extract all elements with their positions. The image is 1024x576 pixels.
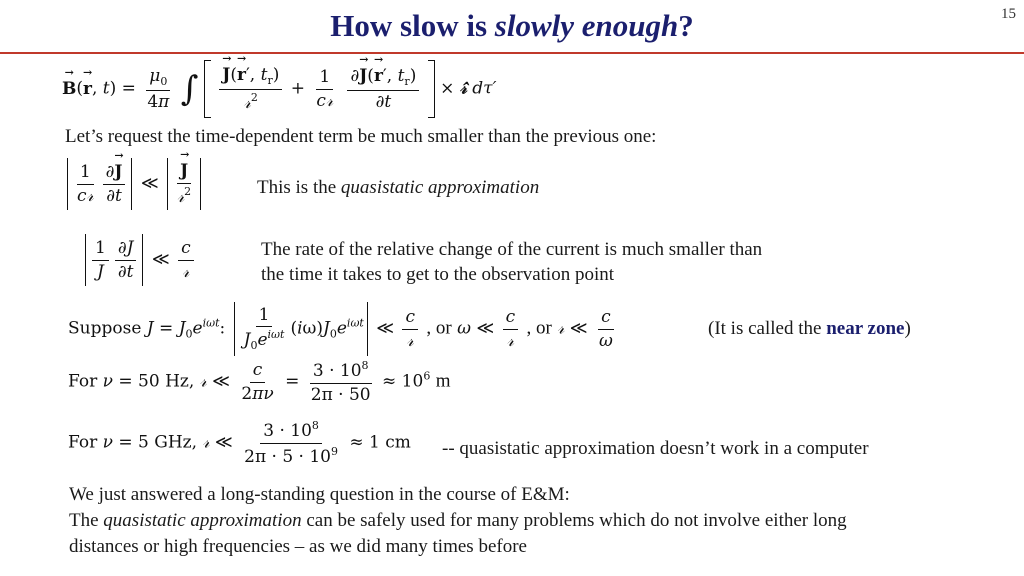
result-exponent: 6: [423, 369, 431, 383]
exponent-9: 9: [331, 444, 338, 458]
inequality-scalar: $\frac{1}{J}$ $\frac{\partial J}{\partial t}$ ≪ $\frac{c}{\text{𝓇}}$: [82, 234, 197, 286]
near-suffix: ): [904, 318, 911, 339]
conclusion-line3: distances or high frequencies – as we did many times before: [69, 536, 527, 557]
inequality-vector: $\frac{1}{\text{c𝓇}}$ $\frac{\partial\to J}{\partial t}$ ≪ → $\frac{J}{𝓇^2}$: [64, 158, 204, 210]
near-zone-note: [708, 318, 911, 340]
rate-text-line1: The rate of the relative change of the current is much smaller than: [261, 239, 763, 260]
for-label-1: For: [68, 371, 98, 392]
concl-prefix: The: [69, 510, 104, 531]
intro-text: Let’s request the time-dependent term be much smaller than the previous one:: [65, 126, 657, 147]
conclusion-line2: [69, 510, 847, 532]
suppose-label: Suppose: [68, 318, 142, 339]
near-prefix: (It is called the: [708, 318, 827, 339]
title-prefix: How slow is: [330, 8, 495, 43]
result-cm: ≈ 1 cm: [349, 432, 411, 453]
concl-emphasis: quasistatic approximation: [103, 510, 302, 531]
magnetic-field-equation: → B(→ r, t) = $\frac{\mu_0}{4\pi}$ ∫ → $\frac{J(\to r', t_r)}{𝓇^2}$ + $\frac{1}{\text{c𝓇}}$ $\frac{\partial\to J(\to r', t_r)}{\partial t}$ × 𝓇̂ dτ′: [62, 60, 496, 118]
quasistatic-label: [257, 177, 539, 199]
numerator-3e8: 3 · 10: [312, 361, 362, 381]
denominator-2pi5: 2π · 5 · 10: [244, 446, 331, 467]
conclusion-line1: We just answered a long-standing question in the course of E&M:: [69, 484, 570, 505]
page-number: 15: [1001, 6, 1016, 22]
exponent-8-b: 8: [311, 419, 319, 432]
or-text-2: , or: [526, 317, 552, 339]
denominator-2pi50: 2π · 50: [310, 384, 371, 405]
near-zone-emphasis: near zone: [826, 318, 905, 339]
equation-50hz: For ν = 50 Hz, 𝓇 ≪ $\frac{c}{2\pi\nu}$ = $\frac{3 \cdot 10^8}{2\pi \cdot 50}$ ≈ $10^6$ m: [68, 359, 451, 405]
equation-5ghz: For ν = 5 GHz, 𝓇 ≪ $\frac{3 \cdot 10^8}{2\pi \cdot 5 \cdot 10^9}$ ≈ 1 cm: [68, 419, 411, 467]
ghz-label: = 5 GHz,: [118, 432, 198, 453]
hz-label: = 50 Hz,: [118, 371, 195, 392]
or-text-1: , or: [426, 317, 452, 339]
unit-m: m: [435, 370, 451, 392]
concl-suffix: can be safely used for many problems which do not involve either long: [301, 510, 847, 531]
title-emphasis: slowly enough: [494, 8, 679, 43]
result-approx: ≈ 10: [382, 371, 424, 392]
quasi-emphasis: quasistatic approximation: [340, 177, 540, 198]
rate-text-line2: the time it takes to get to the observation point: [261, 264, 615, 285]
numerator-3e8-b: 3 · 10: [263, 421, 312, 441]
for-label-2: For: [68, 432, 98, 453]
slide-title: [0, 8, 1024, 44]
computer-note: -- quasistatic approximation doesn’t work in a computer: [442, 438, 869, 459]
suppose-equation: Suppose $J = J_0e^{i\omega t}$: $\frac{1}{J_0e^{i\omega t}}$ $(i\omega)J_0e^{i\omega t}$ ≪ $\frac{c}{\text{𝓇}}$ , or ω ≪ $\frac{c}{\text{𝓇}}$ , or 𝓇 ≪ $\frac{c}{\omega}$: [68, 302, 619, 356]
exponent-8: 8: [361, 359, 369, 372]
title-suffix: ?: [678, 8, 694, 43]
title-divider: [0, 52, 1024, 54]
quasi-prefix: This is the: [257, 177, 341, 198]
